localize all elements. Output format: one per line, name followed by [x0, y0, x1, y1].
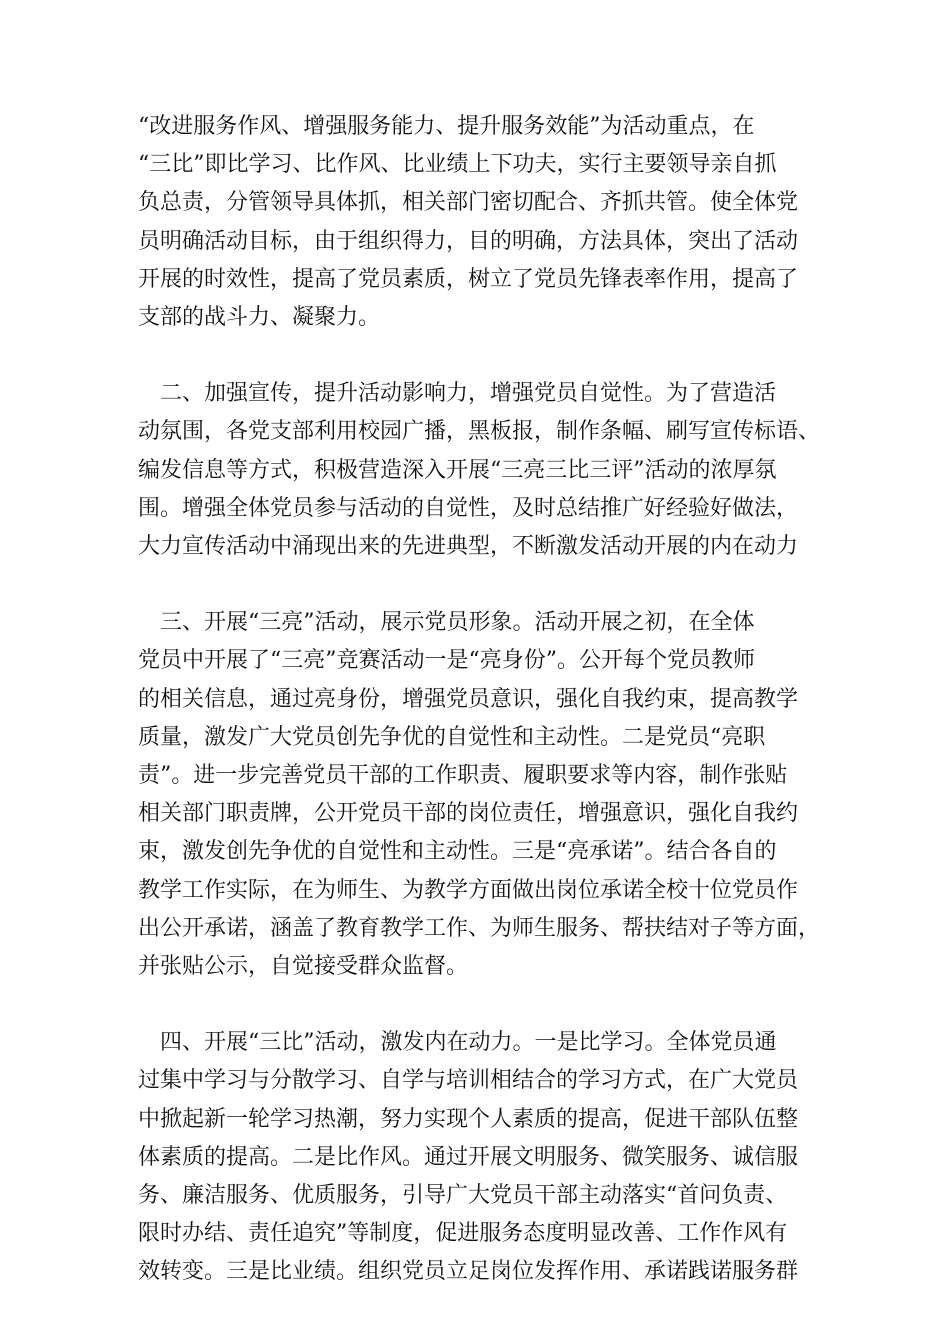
- paragraph-spacer: [138, 337, 814, 375]
- text-line: 动氛围，各党支部利用校园广播，黑板报，制作条幅、刷写宣传标语、: [138, 419, 821, 445]
- text-line: 束，激发创先争优的自觉性和主动性。三是“亮承诺”。结合各自的: [138, 839, 777, 865]
- paragraph-2: [138, 375, 821, 566]
- text-line: 出公开承诺，涵盖了教育教学工作、为师生服务、帮扶结对子等方面，: [138, 915, 821, 941]
- paragraph-4: [138, 1024, 814, 1291]
- text-line: 四、开展“三比”活动，激发内在动力。一是比学习。全体党员通: [138, 1030, 777, 1056]
- text-line: 过集中学习与分散学习、自学与培训相结合的学习方式，在广大党员: [138, 1068, 799, 1094]
- text-line: 教学工作实际，在为师生、为教学方面做出岗位承诺全校十位党员作: [138, 877, 799, 903]
- paragraph-spacer: [138, 986, 814, 1024]
- text-line: 支部的战斗力、凝聚力。: [138, 305, 381, 331]
- text-line: 负总责，分管领导具体抓，相关部门密切配合、齐抓共管。使全体党: [138, 190, 799, 216]
- document-body: [138, 108, 821, 1292]
- text-line: 相关部门职责牌，公开党员干部的岗位责任，增强意识，强化自我约: [138, 801, 799, 827]
- text-line: 围。增强全体党员参与活动的自觉性，及时总结推广好经验好做法，: [138, 495, 799, 521]
- text-line: 体素质的提高。二是比作风。通过开展文明服务、微笑服务、诚信服: [138, 1144, 799, 1170]
- text-line: 务、廉洁服务、优质服务，引导广大党员干部主动落实“首问负责、: [138, 1183, 788, 1209]
- paragraph-3: [138, 604, 821, 986]
- text-line: 党员中开展了“三亮”竞赛活动一是“亮身份”。公开每个党员教师: [138, 648, 755, 674]
- text-line: “三比”即比学习、比作风、比业绩上下功夫，实行主要领导亲自抓: [138, 152, 777, 178]
- text-line: 开展的时效性，提高了党员素质，树立了党员先锋表率作用，提高了: [138, 266, 799, 292]
- text-line: 员明确活动目标，由于组织得力，目的明确，方法具体，突出了活动: [138, 228, 799, 254]
- text-line: 质量，激发广大党员创先争优的自觉性和主动性。二是党员“亮职: [138, 724, 766, 750]
- text-line: 效转变。三是比业绩。组织党员立足岗位发挥作用、承诺践诺服务群: [138, 1259, 799, 1285]
- text-line: 三、开展“三亮”活动，展示党员形象。活动开展之初，在全体: [138, 610, 755, 636]
- text-line: 编发信息等方式，积极营造深入开展“三亮三比三评”活动的浓厚氛: [138, 457, 777, 483]
- text-line: 大力宣传活动中涌现出来的先进典型，不断激发活动开展的内在动力: [138, 534, 799, 560]
- text-line: 中掀起新一轮学习热潮，努力实现个人素质的提高，促进干部队伍整: [138, 1106, 799, 1132]
- text-line: 的相关信息，通过亮身份，增强党员意识，强化自我约束，提高教学: [138, 686, 799, 712]
- text-line: 并张贴公示，自觉接受群众监督。: [138, 954, 469, 980]
- text-line: 责”。进一步完善党员干部的工作职责、履职要求等内容，制作张贴: [138, 763, 788, 789]
- paragraph-1: [138, 108, 814, 337]
- text-line: 二、加强宣传，提升活动影响力，增强党员自觉性。为了营造活: [138, 381, 777, 407]
- paragraph-spacer: [138, 566, 814, 604]
- text-line: 限时办结、责任追究”等制度，促进服务态度明显改善、工作作风有: [138, 1221, 788, 1247]
- text-line: “改进服务作风、增强服务能力、提升服务效能”为活动重点，在: [138, 114, 755, 139]
